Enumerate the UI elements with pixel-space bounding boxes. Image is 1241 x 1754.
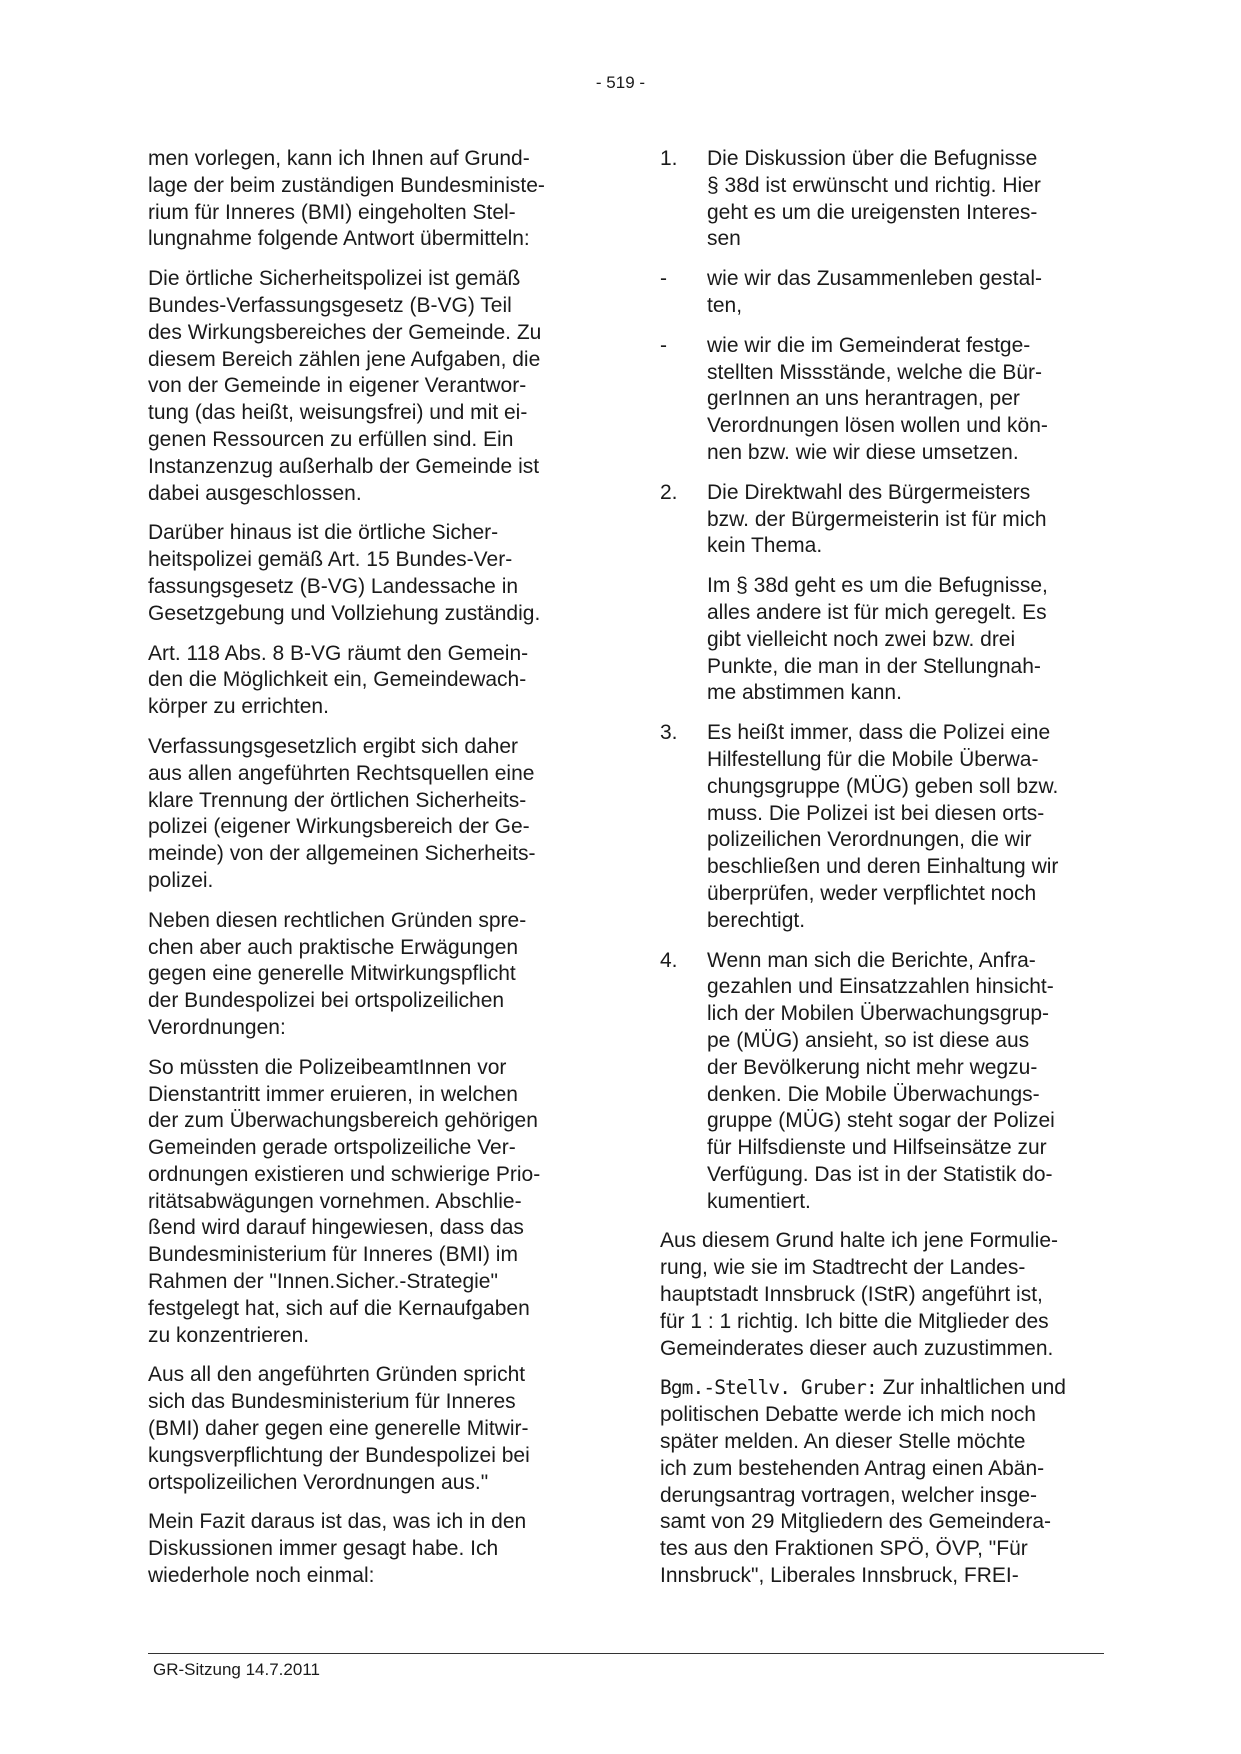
numbered-list-item [660,948,1100,1216]
paragraph: Art. 118 Abs. 8 B-VG räumt den Gemein- den die Möglichkeit ein, Gemeindewach- körper zu errichten. [148,641,529,719]
paragraph: Mein Fazit daraus ist das, was ich in den Diskussionen immer gesagt habe. Ich wiederhole noch einmal: [148,1510,527,1588]
footer-divider [148,1653,1104,1654]
speech-text: Zur inhaltlichen und politischen Debatte werde ich mich noch später melden. An dieser Stelle möchte ich zum bestehenden Antrag einen Abän- derungsantrag vortragen, welcher insge- samt von 29 Mitgliedern des Gemeindera- tes aus den Fraktionen SPÖ, ÖVP, "Für Innsbruck", Liberales Innsbruck, FREI- [660,1376,1066,1588]
list-marker: 4. [660,948,678,972]
list-marker: 2. [660,480,678,504]
paragraph: So müssten die PolizeibeamtInnen vor Dienstantritt immer eruieren, in welchen der zum Überwachungsbereich gehörigen Gemeinden gerade ortspolizeiliche Ver- ordnungen existieren und schwierige Prio- ritätsabwägungen vornehmen. Abschlie- ßend wird darauf hingewiesen, dass das Bundesministerium für Inneres (BMI) im Rahmen der "Innen.Sicher.-Strategie" festgelegt hat, sich auf die Kernaufgaben zu konzentrieren. [148,1055,541,1347]
footer-session-date: GR-Sitzung 14.7.2011 [153,1660,320,1679]
list-item-text: Es heißt immer, dass die Polizei eine Hilfestellung für die Mobile Überwa- chungsgruppe (MÜG) geben soll bzw. muss. Die Polizei ist bei diesen orts- polizeilichen Verordnungen, die wir beschließen und deren Einhaltung wir überprüfen, weder verpflichtet noch berechtigt. [707,721,1059,932]
numbered-list-item [660,146,1100,253]
paragraph: Die örtliche Sicherheitspolizei ist gemäß Bundes-Verfassungsgesetz (B-VG) Teil des Wirkungsbereiches der Gemeinde. Zu diesem Bereich zählen jene Aufgaben, die von der Gemeinde in eigener Verantwor- tung (das heißt, weisungsfrei) und mit ei- genen Ressourcen zu erfüllen sind. Ein Instanzenzug außerhalb der Gemeinde ist dabei ausgeschlossen. [148,267,542,505]
dash-list-item [660,266,1100,320]
list-marker: 1. [660,147,678,170]
list-item-text: wie wir die im Gemeinderat festge- stellten Missstände, welche die Bür- gerInnen an uns herantragen, per Verordnungen lösen wollen und kön- nen bzw. wie wir diese umsetzen. [707,333,1048,464]
paragraph: Aus diesem Grund halte ich jene Formulie- rung, wie sie im Stadtrecht der Landes- hauptstadt Innsbruck (IStR) angeführt ist, für 1 : 1 richtig. Ich bitte die Mitglieder des Gemeinderates dieser auch zuzustimmen. [660,1229,1059,1360]
paragraph: Darüber hinaus ist die örtliche Sicher- heitspolizei gemäß Art. 15 Bundes-Ver- fassungsgesetz (B-VG) Landessache in Gesetzgebung und Vollziehung zuständig. [148,521,541,625]
paragraph: men vorlegen, kann ich Ihnen auf Grund- lage der beim zuständigen Bundesministe- rium für Inneres (BMI) eingeholten Stel- lungnahme folgende Antwort übermitteln: [148,147,545,251]
list-marker: - [660,267,667,291]
list-item-text: wie wir das Zusammenleben gestal- ten, [707,267,1042,317]
paragraph: Verfassungsgesetzlich ergibt sich daher aus allen angeführten Rechtsquellen eine klare Trennung der örtlichen Sicherheits- polizei (eigener Wirkungsbereich der Ge- meinde) von der allgemeinen Sicherheits- polizei. [148,734,536,892]
paragraph: Neben diesen rechtlichen Gründen spre- chen aber auch praktische Erwägungen gegen eine generelle Mitwirkungspflicht der Bundespolizei bei ortspolizeilichen Verordnungen: [148,908,527,1039]
list-marker: - [660,333,667,357]
page-number: - 519 - [595,73,646,92]
dash-list-item [660,333,1100,467]
numbered-list-item [660,720,1100,934]
left-column [148,146,588,1603]
list-marker: 3. [660,721,678,745]
speaker-name: Bgm.-Stellv. Gruber: [660,1376,877,1400]
paragraph: Aus all den angeführten Gründen spricht sich das Bundesministerium für Inneres (BMI) daher gegen eine generelle Mitwir- kungsverpflichtung der Bundespolizei bei ortspolizeilichen Verordnungen aus." [148,1363,530,1494]
list-item-text: Die Diskussion über die Befugnisse § 38d ist erwünscht und richtig. Hier geht es um die ureigensten Interes- sen [707,147,1041,251]
list-item-text: Wenn man sich die Berichte, Anfra- gezahlen und Einsatzzahlen hinsicht- lich der Mobilen Überwachungsgrup- pe (MÜG) ansieht, so ist diese aus der Bevölkerung nicht mehr wegzu- denken. Die Mobile Überwachungs- gruppe (MÜG) steht sogar der Polizei für Hilfsdienste und Hilfseinsätze zur Verfügung. Das ist in der Statistik do- kumentiert. [707,948,1055,1213]
list-item-text: Die Direktwahl des Bürgermeisters bzw. der Bürgermeisterin ist für mich kein Thema. [707,480,1047,558]
right-column [660,146,1100,1603]
numbered-list-item [660,480,1100,560]
speech-paragraph [660,1375,1100,1589]
indented-paragraph: Im § 38d geht es um die Befugnisse, alles andere ist für mich geregelt. Es gibt vielleicht noch zwei bzw. drei Punkte, die man in der Stellungnah- me abstimmen kann. [707,574,1048,705]
